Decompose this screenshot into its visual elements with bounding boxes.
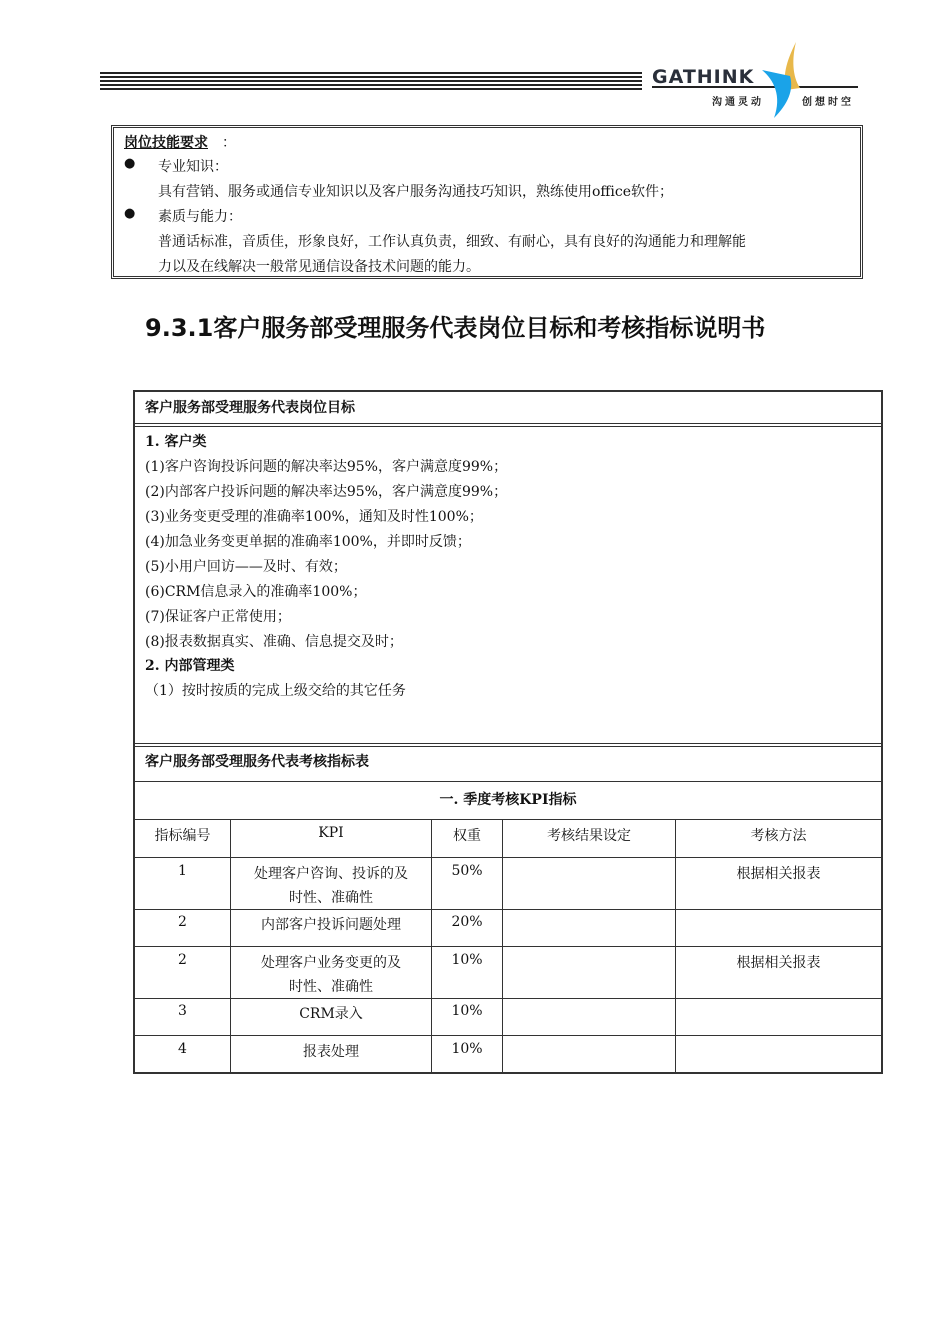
kpi-row-method: 根据相关报表 <box>736 866 821 882</box>
kpi-row-weight: 10% <box>451 952 483 968</box>
kpi-row-weight: 50% <box>451 863 483 879</box>
skills-item-body: 力以及在线解决一般常见通信设备技术问题的能力。 <box>158 259 480 275</box>
goal-line: (7)保证客户正常使用； <box>145 609 291 625</box>
kpi-row-no: 2 <box>178 952 187 968</box>
row-divider <box>135 423 881 427</box>
goal-line: (1)客户咨询投诉问题的解决率达95%，客户满意度99%； <box>145 459 508 475</box>
bullet-icon: ● <box>124 156 136 171</box>
goal-line: （1）按时按质的完成上级交给的其它任务 <box>145 683 406 699</box>
col-header-no: 指标编号 <box>154 828 211 844</box>
kpi-row-no: 3 <box>178 1003 187 1019</box>
col-divider <box>230 819 231 1072</box>
skills-title-colon: ： <box>222 135 236 151</box>
col-header-kpi: KPI <box>318 825 344 841</box>
goals-kpi-table <box>133 390 883 1074</box>
row-divider <box>135 857 881 858</box>
section-title: 9.3.1客户服务部受理服务代表岗位目标和考核指标说明书 <box>145 314 766 342</box>
skills-item-heading: 专业知识： <box>158 159 228 175</box>
goal-line: (3)业务变更受理的准确率100%，通知及时性100%； <box>145 509 483 525</box>
goal-line: (4)加急业务变更单据的准确率100%，并即时反馈； <box>145 534 471 550</box>
goals-title: 客户服务部受理服务代表岗位目标 <box>145 400 355 416</box>
kpi-subtitle: 一. 季度考核KPI指标 <box>439 792 577 808</box>
goals-category-internal: 2. 内部管理类 <box>145 658 235 674</box>
header-rule <box>100 72 642 92</box>
kpi-row-name: 处理客户咨询、投诉的及 <box>254 866 408 882</box>
row-divider <box>135 819 881 820</box>
row-divider <box>135 781 881 782</box>
row-divider <box>135 743 881 747</box>
slogan-right: 创想时空 <box>802 97 854 108</box>
col-divider <box>431 819 432 1072</box>
bullet-icon: ● <box>124 206 136 221</box>
kpi-row-name: 内部客户投诉问题处理 <box>261 917 401 933</box>
slogan-left: 沟通灵动 <box>712 97 764 108</box>
kpi-row-no: 4 <box>178 1041 187 1057</box>
skills-item-body: 普通话标准，音质佳，形象良好，工作认真负责，细致、有耐心，具有良好的沟通能力和理解能 <box>158 234 746 250</box>
goal-line: (5)小用户回访——及时、有效； <box>145 559 347 575</box>
goal-line: (8)报表数据真实、准确、信息提交及时； <box>145 634 403 650</box>
logo-sail-icon <box>760 40 804 120</box>
col-header-weight: 权重 <box>453 828 481 844</box>
kpi-row-weight: 10% <box>451 1003 483 1019</box>
kpi-row-method: 根据相关报表 <box>736 955 821 971</box>
kpi-row-no: 1 <box>178 863 187 879</box>
kpi-row-name: CRM录入 <box>299 1006 363 1022</box>
kpi-table-title: 客户服务部受理服务代表考核指标表 <box>145 754 369 770</box>
kpi-row-no: 2 <box>178 914 187 930</box>
skills-item-body: 具有营销、服务或通信专业知识以及客户服务沟通技巧知识，熟练使用office软件； <box>158 184 673 200</box>
kpi-row-weight: 10% <box>451 1041 483 1057</box>
col-header-method: 考核方法 <box>750 828 807 844</box>
col-header-result: 考核结果设定 <box>547 828 631 844</box>
row-divider <box>135 1035 881 1036</box>
skills-box <box>113 127 861 277</box>
row-divider <box>135 909 881 910</box>
col-divider <box>502 819 503 1072</box>
col-divider <box>675 819 676 1072</box>
goals-category-customer: 1. 客户类 <box>145 434 207 450</box>
skills-title: 岗位技能要求 <box>124 135 208 151</box>
row-divider <box>135 946 881 947</box>
kpi-row-weight: 20% <box>451 914 483 930</box>
goal-line: (6)CRM信息录入的准确率100%； <box>145 584 367 600</box>
goal-line: (2)内部客户投诉问题的解决率达95%，客户满意度99%； <box>145 484 508 500</box>
row-divider <box>135 998 881 999</box>
skills-item-heading: 素质与能力： <box>158 209 242 225</box>
kpi-row-name: 报表处理 <box>303 1044 359 1060</box>
kpi-row-name: 时性、准确性 <box>289 890 373 906</box>
company-logo-text: GATHINK <box>652 66 755 88</box>
kpi-row-name: 处理客户业务变更的及 <box>261 955 401 971</box>
kpi-row-name: 时性、准确性 <box>289 979 373 995</box>
